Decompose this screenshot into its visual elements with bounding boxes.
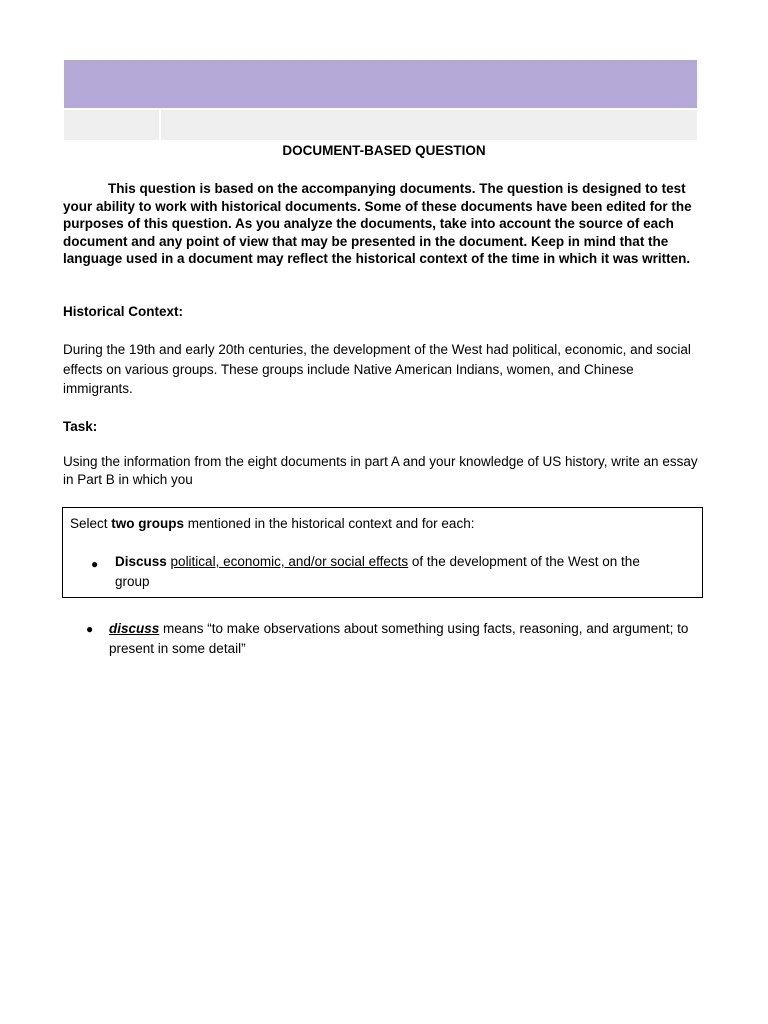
- document-title: DOCUMENT-BASED QUESTION: [282, 143, 486, 158]
- bullet-icon: ●: [91, 557, 99, 571]
- discuss-instruction: [115, 552, 675, 592]
- definition-text: means “to make observations about something using facts, reasoning, and argument; to present in some detail”: [109, 621, 689, 656]
- task-box: [62, 507, 703, 598]
- definition-term: discuss: [109, 621, 160, 636]
- intro-paragraph: This question is based on the accompanying documents. The question is designed to test your ability to work with historical documents. Some of these documents have been edited for the purposes of this question. As you analyze the documents, take into account the source of each document and any point of view that may be presented in the document. Keep in mind that the language used in a document may reflect the historical context of the time in which it was written.: [63, 181, 692, 266]
- task-heading: Task:: [63, 419, 98, 434]
- header-table-row: [64, 110, 697, 140]
- bullet-icon: ●: [86, 622, 94, 636]
- definition-item: [109, 619, 699, 659]
- discuss-bold: Discuss: [115, 554, 167, 569]
- historical-context-text: During the 19th and early 20th centuries, the development of the West had political, economic, and social effects on various groups. These groups include Native American Indians, women, and Chinese immigrants.: [63, 342, 691, 396]
- historical-context-heading: Historical Context:: [63, 304, 184, 319]
- task-text: Using the information from the eight documents in part A and your knowledge of US history, write an essay in Part B in which you: [63, 454, 698, 487]
- select-suffix: mentioned in the historical context and for each:: [184, 516, 475, 531]
- select-prefix: Select: [70, 516, 112, 531]
- select-bold: two groups: [111, 516, 185, 531]
- header-band: [64, 60, 697, 108]
- select-instruction: [70, 516, 474, 531]
- effects-underline: political, economic, and/or social effects: [170, 554, 409, 569]
- discuss-suffix: of the development of the West on the group: [115, 554, 640, 589]
- cell-divider: [159, 110, 161, 140]
